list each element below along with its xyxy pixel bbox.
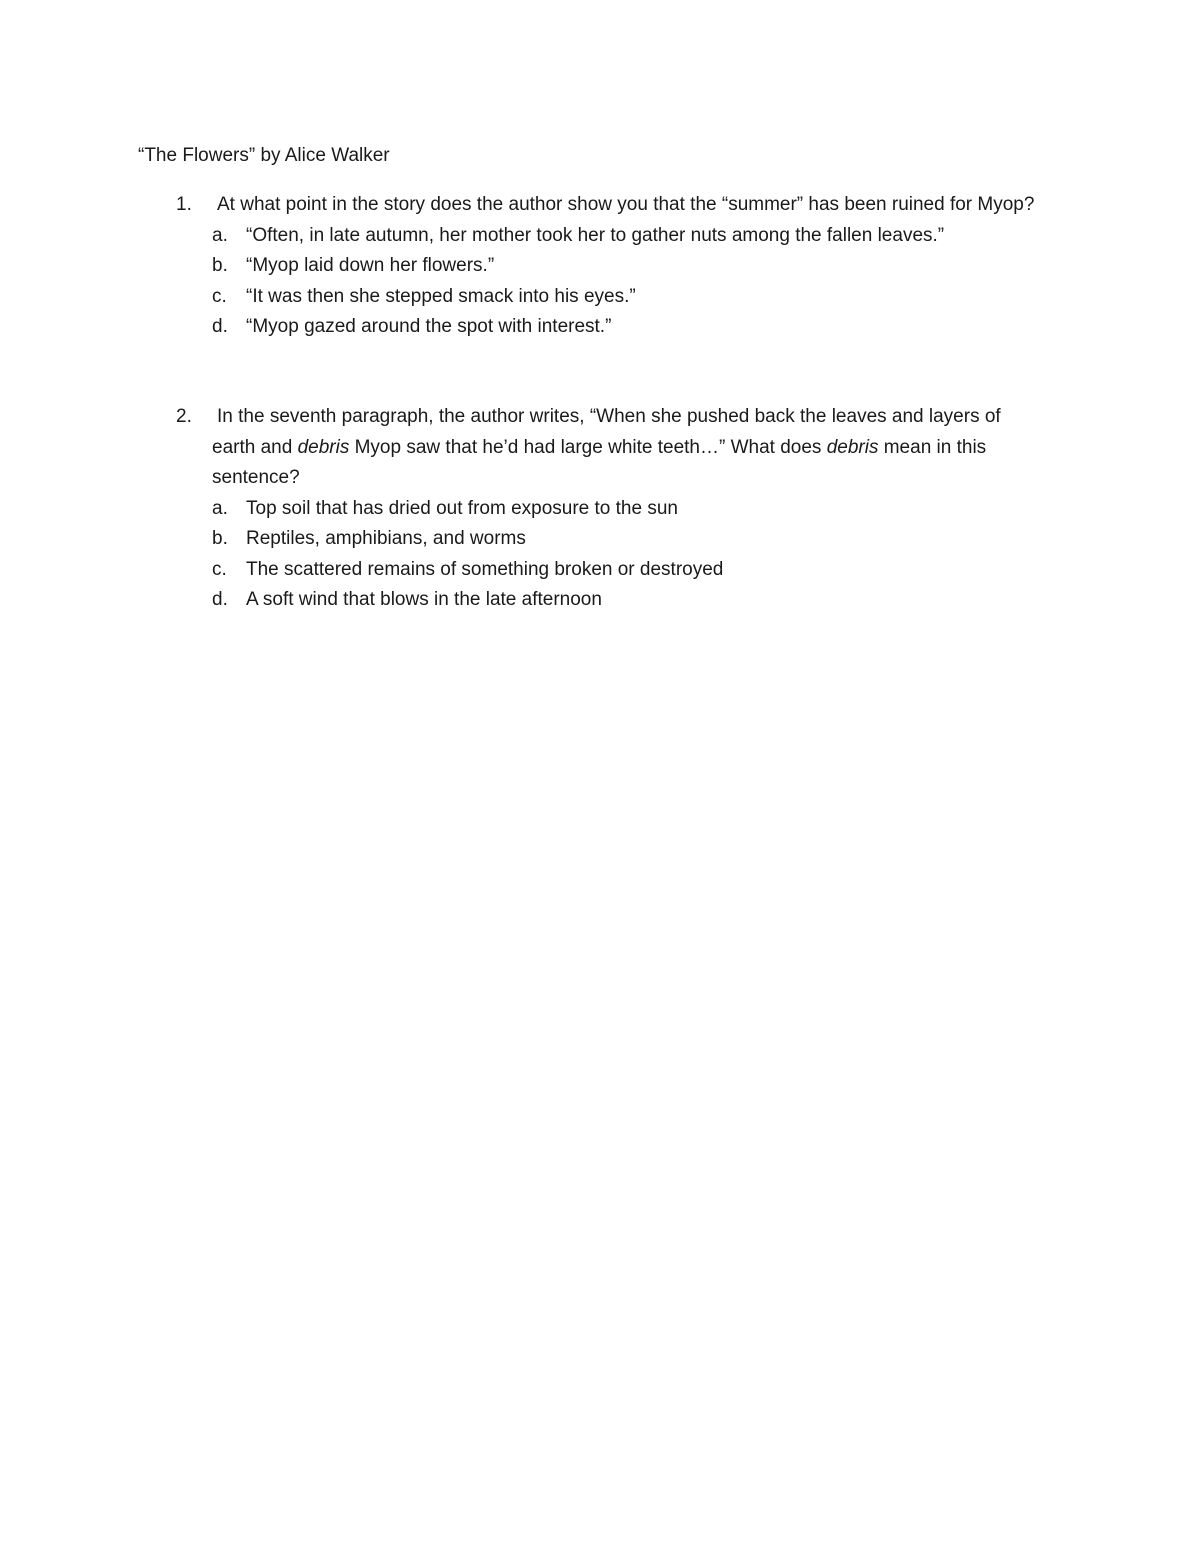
- prompt-italic-word: debris: [826, 436, 879, 458]
- answer-option-d: [0, 585, 1200, 616]
- option-letter: a.: [212, 224, 228, 246]
- option-letter: d.: [212, 589, 228, 610]
- prompt-text-part-3: mean in this sentence?: [212, 436, 987, 488]
- question-1-prompt-row: [0, 190, 1200, 221]
- question-2: [0, 402, 1200, 616]
- option-letter: d.: [212, 316, 228, 337]
- option-text: The scattered remains of something broken or destroyed: [246, 558, 724, 580]
- option-text: Reptiles, amphibians, and worms: [246, 528, 526, 549]
- prompt-text-part-2: Myop saw that he’d had large white teeth…” What does: [354, 436, 822, 458]
- answer-option-c: [0, 282, 1200, 313]
- option-text: “Myop gazed around the spot with interest.”: [246, 316, 612, 337]
- question-prompt: [0, 402, 1042, 494]
- question-2-prompt-row: [0, 402, 1200, 494]
- option-letter: c.: [212, 558, 227, 580]
- option-text: “Often, in late autumn, her mother took her to gather nuts among the fallen leaves.”: [246, 224, 945, 246]
- answer-option-a: [0, 494, 1200, 525]
- answer-options: [0, 221, 1200, 343]
- question-1-prompt-text: At what point in the story does the author show you that the “summer” has been ruined for Myop?: [217, 194, 1035, 215]
- answer-option-a: [0, 221, 1200, 252]
- option-text: “Myop laid down her flowers.”: [246, 255, 495, 276]
- question-number: 2.: [176, 406, 192, 427]
- answer-option-b: [0, 251, 1200, 282]
- document-title: “The Flowers” by Alice Walker: [138, 145, 390, 166]
- option-letter: b.: [212, 255, 228, 276]
- question-prompt: [0, 190, 1042, 221]
- option-text: “It was then she stepped smack into his eyes.”: [246, 285, 636, 307]
- option-letter: c.: [212, 285, 227, 307]
- prompt-text-part-1: In the seventh paragraph, the author writes, “When she pushed back the leaves and layers of earth and: [212, 406, 1001, 458]
- option-text: A soft wind that blows in the late afternoon: [246, 589, 602, 610]
- answer-options: [0, 494, 1200, 616]
- question-number: 1.: [176, 194, 192, 215]
- question-1: [0, 190, 1200, 343]
- answer-option-c: [0, 555, 1200, 586]
- answer-option-d: [0, 312, 1200, 343]
- answer-option-b: [0, 524, 1200, 555]
- option-letter: b.: [212, 528, 228, 549]
- option-letter: a.: [212, 497, 228, 519]
- prompt-italic-word: debris: [297, 436, 350, 458]
- option-text: Top soil that has dried out from exposure to the sun: [246, 497, 678, 519]
